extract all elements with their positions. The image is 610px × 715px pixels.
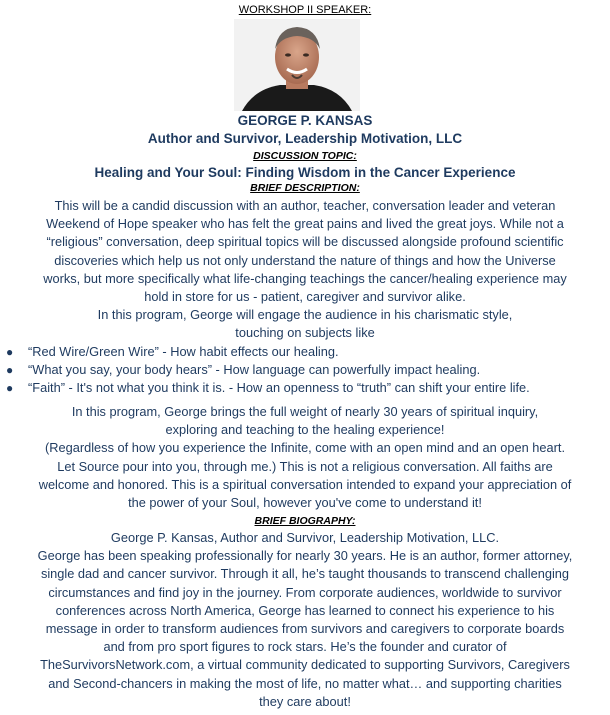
biography-line: and from pro sport figures to rock stars. He’s the founder and curator of: [103, 639, 507, 655]
description-line: works, but more specifically what life-changing teachings the cancer/healing experience may: [43, 270, 567, 286]
biography-line: and Second-chancers in making the most of life, no matter what… and supporting charities: [48, 675, 562, 691]
discussion-topic-title: Healing and Your Soul: Finding Wisdom in the Cancer Experience: [94, 165, 516, 180]
biography-line: circumstances and find joy in the journey. From corporate audiences, worldwide to survivor: [48, 584, 562, 600]
discussion-topic-label: DISCUSSION TOPIC:: [253, 150, 357, 162]
biography-line: George P. Kansas, Author and Survivor, Leadership Motivation, LLC.: [110, 530, 500, 545]
brief-biography-label: BRIEF BIOGRAPHY:: [254, 515, 356, 527]
workshop-heading: WORKSHOP II SPEAKER:: [238, 4, 372, 16]
biography-body: [4, 529, 606, 711]
topic-bullet-list: [0, 343, 606, 397]
list-item: ● “Red Wire/Green Wire” - How habit effects our healing.: [6, 344, 339, 359]
description-closing: [4, 403, 606, 512]
biography-line: conferences across North America, George has learned to connect his experience to his: [55, 602, 555, 618]
biography-line: single dad and cancer survivor. Through it all, he’s taught thousands to transcend challenging: [40, 566, 570, 582]
description-line: In this program, George will engage the audience in his charismatic style,: [97, 307, 513, 323]
closing-line: exploring and teaching to the healing experience!: [165, 422, 445, 438]
closing-line: In this program, George brings the full weight of nearly 30 years of spiritual inquiry,: [71, 404, 539, 419]
biography-line: message in order to transform audiences from survivors and caregivers to corporate boards: [45, 621, 565, 637]
description-line: This will be a candid discussion with an author, teacher, conversation leader and veteran: [54, 198, 556, 213]
closing-line: Let Source pour into you, through me.) This is not a religious conversation. All faiths are: [57, 458, 553, 474]
closing-line: the power of your Soul, however you've come to understand it!: [128, 495, 482, 511]
description-line: hold in store for us - patient, caregiver and survivor alike.: [144, 289, 466, 305]
closing-line: welcome and honored. This is a spiritual conversation intended to expand your appreciation of: [38, 476, 572, 492]
bullet-icon: ●: [6, 345, 14, 359]
speaker-name: GEORGE P. KANSAS: [237, 113, 373, 128]
closing-line: (Regardless of how you experience the Infinite, come with an open mind and an open heart.: [44, 440, 566, 456]
description-line: discoveries which help us not only understand the nature of things and how the Universe: [54, 252, 556, 268]
speaker-photo: [234, 19, 360, 111]
description-body: [4, 197, 606, 343]
bullet-icon: ●: [6, 381, 14, 395]
bullet-icon: ●: [6, 363, 14, 377]
speaker-role: Author and Survivor, Leadership Motivation, LLC: [147, 131, 463, 146]
biography-line: TheSurvivorsNetwork.com, a virtual community dedicated to supporting Survivors, Caregivers: [40, 657, 570, 673]
description-line: touching on subjects like: [235, 325, 375, 341]
list-item: ● “What you say, your body hears” - How language can powerfully impact healing.: [6, 362, 481, 377]
list-item: ● “Faith” - It's not what you think it is. - How an openness to “truth” can shift your entire life.: [6, 380, 530, 395]
description-line: “religious” conversation, deep spiritual topics will be discussed alongside profound scientific: [46, 234, 564, 250]
brief-description-label: BRIEF DESCRIPTION:: [250, 182, 360, 194]
biography-line: they care about!: [259, 693, 351, 709]
speaker-portrait-image: [234, 19, 360, 111]
description-line: Weekend of Hope speaker who has felt the great pains and lived the great joys. While not a: [46, 216, 564, 232]
biography-line: George has been speaking professionally for nearly 30 years. He is an author, former attorney,: [37, 548, 573, 564]
